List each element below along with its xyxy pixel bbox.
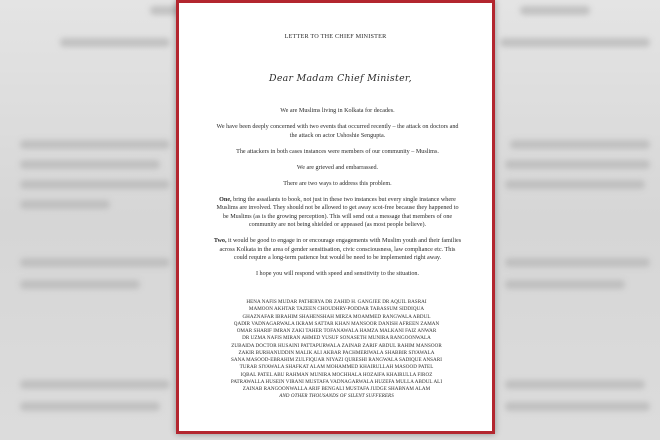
paragraph: We have been deeply concerned with two events that occurred recently – the attack on doctors and the attack on actor Ushoshie Sengupta. [216,123,459,139]
paragraph: I hope you will respond with speed and sensitivity to the situation. [255,271,420,278]
blurred-text-line [20,160,160,169]
signatory-line: SANA MASOOD-EBRAHIM ZULFIQUAR NIYAZI QURESHI RANGWALA SADIQUE ANSARI [231,357,442,363]
blurred-text-line [505,180,645,189]
signatory-line: ZAKIR BURHANUDDIN MALIK ALI AKBAR PACHMERIWALA SHABBIR SIYAWALA [238,349,435,356]
blurred-text-line [20,258,170,267]
blurred-text-line [20,402,160,411]
signatory-line: GHAZNAFAR IBRAHIM SHAHENSHAH MIRZA MOAMMED RANGWALA ABDUL [242,313,431,320]
salutation: Dear Madam Chief Minister, [269,73,412,84]
paragraph: There are two ways to address this problem. [283,180,392,187]
blurred-text-line [505,160,650,169]
blurred-text-line [20,200,110,209]
signatory-line: TURAB SIYAWALA SHAFKAT ALAM MOHAMMED KHAIRULLAH MASOOD PATEL [239,364,434,371]
paragraph: Two, it would be good to engage in or encourage engagements with Muslim youth and their families across Kolkata in the area of gender sensitisation, civic consciousness, law compliance etc. This could require a long-term patience but would be need to be implemented right away. [213,238,462,262]
letter-card [176,0,495,434]
blurred-text-line [20,140,170,149]
closing-line: AND OTHER THOUSANDS OF SILENT SUFFERERS [279,393,394,400]
signatory-line: QADIR VADNAGARWALA IKRAM SATTAR KHAN MANSOOR DANISH AFREEN ZAMAN [233,320,440,327]
blurred-text-line [20,180,170,189]
blurred-text-line [505,258,650,267]
blurred-text-line [505,402,650,411]
signatory-line: DR UZMA NAFIS MIRAN AHMED YUSUF SONASETH MUNIRA RANGOONWALA [242,335,431,342]
paragraph: We are Muslims living in Kolkata for decades. [280,108,395,114]
blurred-text-line [60,38,170,47]
letter-body [213,107,462,286]
signatory-line: MAMOON AKHTAR TAZEEN CHOUDHRY-PODDAR TABASSUM SIDDIQUA [248,306,425,313]
blurred-text-line [520,6,590,15]
signatories-list [207,299,466,401]
signatory-line: ZAINAB RANGOONWALLA ARIF BENGALI MUSTAFA JUDGE SHABNAM ALAM [242,386,431,392]
signatory-line: OMAR SHARIF IMRAN ZAKI TAHER TOFANAWALA HAMZA MALKANI FAIZ ANWAR [236,328,437,334]
blurred-text-line [505,280,625,289]
blurred-text-line [20,280,140,289]
letter-title: LETTER TO THE CHIEF MINISTER [284,33,387,40]
blurred-text-line [500,38,650,47]
signatory-line: HENA NAFIS MUDAR PATHERYA DR ZAHID H. GANGJEE DR AQUIL BASRAI [246,299,427,305]
blurred-text-line [20,380,170,389]
signatory-line: PATRAWALLA HUSEIN VIRANI MUSTAFA VADNAGARWALA HUZEFA MULLA ABDUL ALI [230,378,443,385]
blurred-text-line [505,380,645,389]
paragraph: One, bring the assailants to book, not just in these two instances but every single instance where Muslims are involved. They should not be allowed to get away scot-free because they happened to be Muslims (as is the growing perception). This will send out a message that members of one community are not being shielded or appeased (as most people believe). [216,196,459,229]
signatory-line: ZUBAIDA DOCTOR HUSAINI PATTAPURWALA ZAINAB ZARIF ABDUL RAHIM MANSOOR [231,342,442,349]
paragraph: We are grieved and embarrassed. [296,164,379,171]
signatory-line: IQBAL PATEL ABU RAHMAN MUNIRA MOCHHALA HOZAIFA KHAIRULLA FIROZ [240,371,433,378]
blurred-text-line [510,140,650,149]
paragraph: The attackers in both cases instances were members of our community – Muslims. [236,148,439,155]
